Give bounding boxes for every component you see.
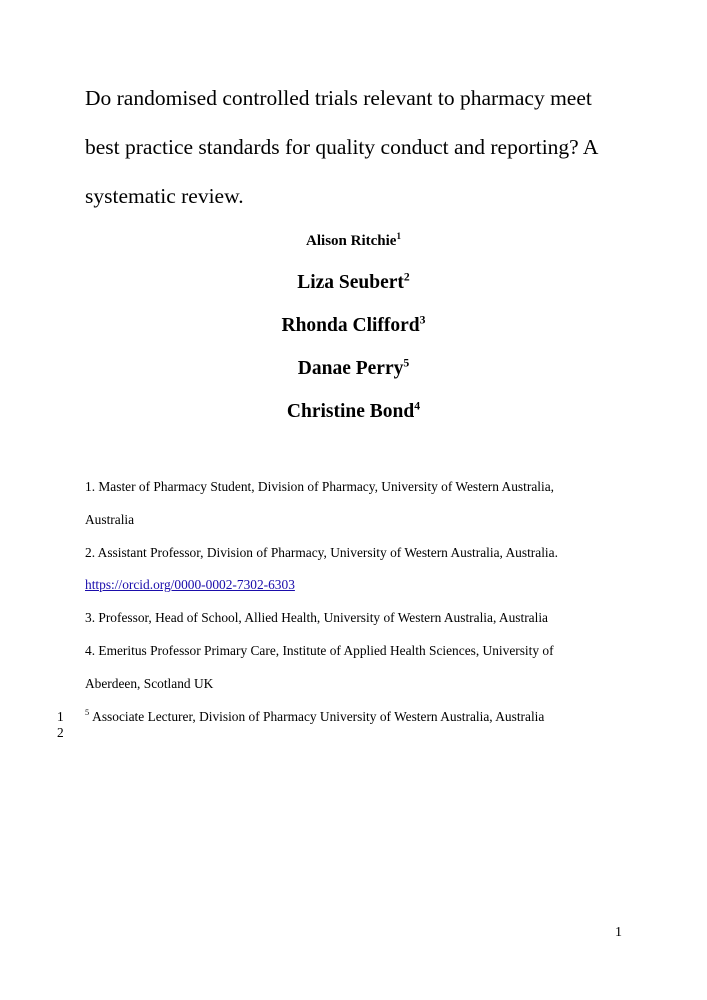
affiliation-5-text: Associate Lecturer, Division of Pharmacy University of Western Australia, Australia bbox=[92, 709, 545, 724]
title-line-2: best practice standards for quality conduct and reporting? A bbox=[85, 135, 599, 159]
affiliation-2-line-2 bbox=[85, 577, 295, 593]
title-line-3: systematic review. bbox=[85, 184, 244, 208]
line-number-2: 2 bbox=[57, 725, 64, 740]
author-sup: 1 bbox=[396, 231, 401, 242]
affiliation-5-sup: 5 bbox=[85, 708, 90, 718]
line-number-1: 1 bbox=[57, 709, 64, 724]
affiliation-3-line-1: 3. Professor, Head of School, Allied Health, University of Western Australia, Australia bbox=[85, 610, 549, 625]
affiliation-2-line-1: 2. Assistant Professor, Division of Pharmacy, University of Western Australia, Australia. bbox=[85, 545, 558, 560]
author-name: Christine Bond bbox=[286, 401, 415, 422]
affiliation-1-line-1: 1. Master of Pharmacy Student, Division of Pharmacy, University of Western Australia, bbox=[85, 479, 554, 494]
author-1 bbox=[0, 233, 707, 250]
affiliation-1-line-2: Australia bbox=[85, 512, 135, 527]
affiliation-4-line-2: Aberdeen, Scotland UK bbox=[85, 676, 214, 691]
page-number: 1 bbox=[615, 925, 622, 940]
orcid-link[interactable]: https://orcid.org/0000-0002-7302-6303 bbox=[85, 577, 295, 592]
affiliation-4-line-1: 4. Emeritus Professor Primary Care, Institute of Applied Health Sciences, University of bbox=[85, 643, 554, 658]
author-4 bbox=[0, 358, 707, 380]
author-sup: 2 bbox=[403, 270, 410, 284]
author-sup: 5 bbox=[403, 356, 410, 370]
author-name: Danae Perry bbox=[297, 358, 404, 379]
author-sup: 4 bbox=[414, 399, 421, 413]
author-3 bbox=[0, 315, 707, 337]
author-name: Rhonda Clifford bbox=[281, 315, 420, 336]
author-sup: 3 bbox=[419, 313, 426, 327]
author-name: Liza Seubert bbox=[297, 272, 404, 293]
author-5 bbox=[0, 401, 707, 423]
author-2 bbox=[0, 272, 707, 294]
affiliation-5 bbox=[85, 709, 544, 725]
title-line-1: Do randomised controlled trials relevant to pharmacy meet bbox=[85, 86, 592, 110]
author-name: Alison Ritchie bbox=[306, 233, 397, 249]
